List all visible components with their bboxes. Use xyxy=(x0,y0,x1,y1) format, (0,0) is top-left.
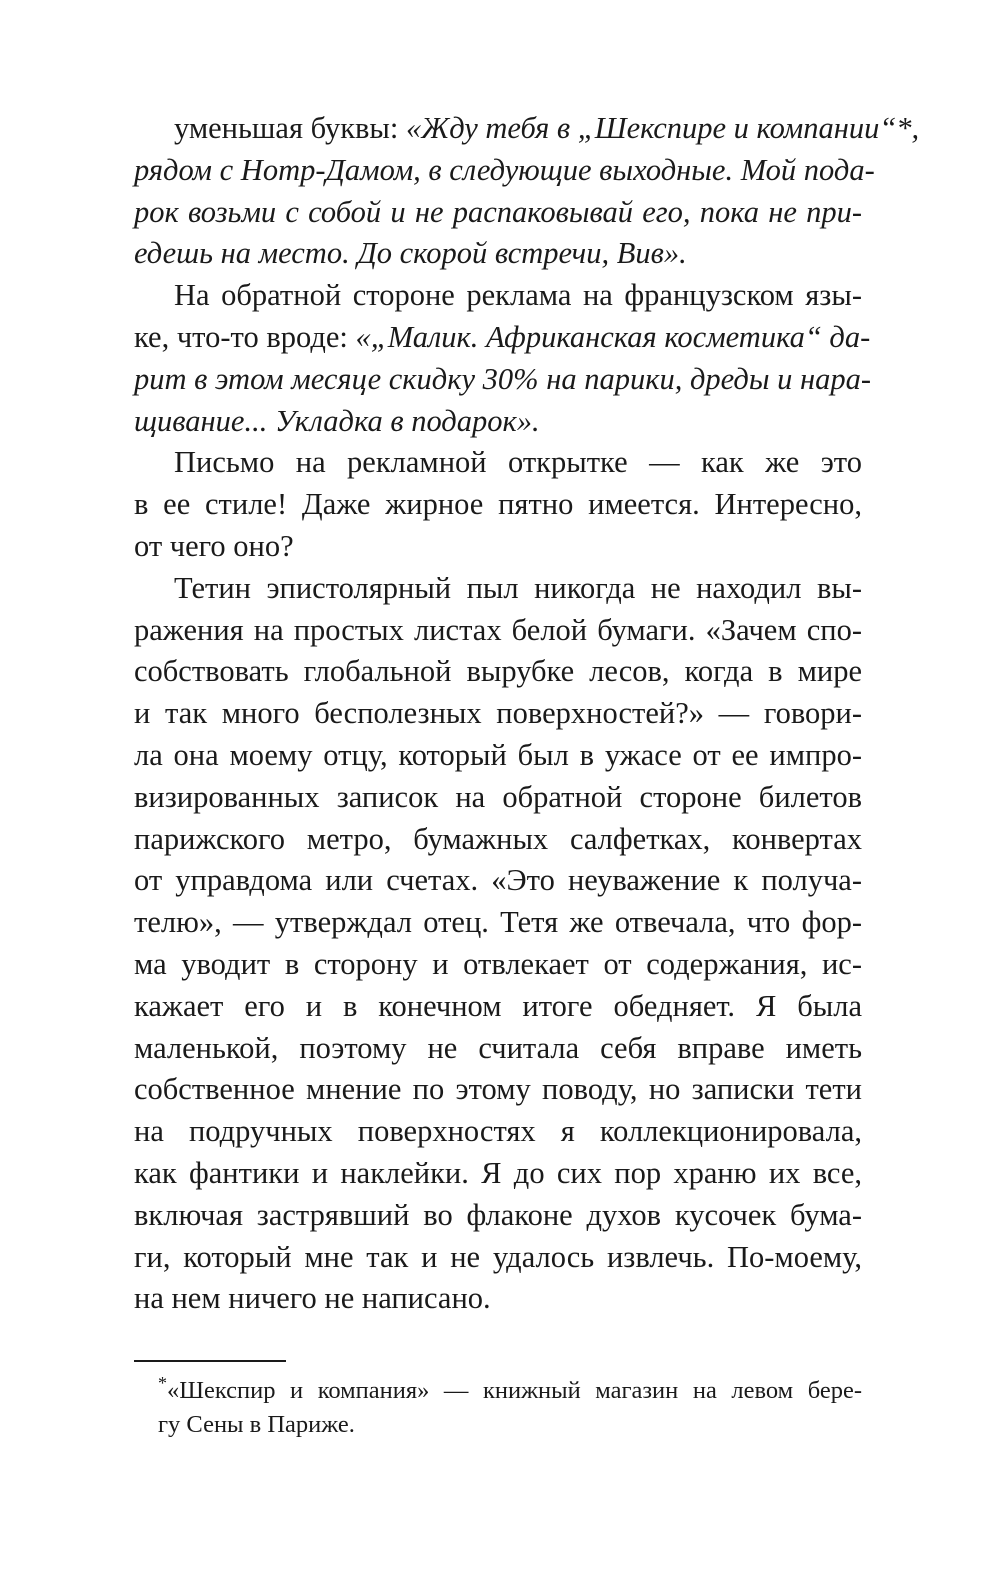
italic-text: едешь на место. До скорой встречи, Вив». xyxy=(134,236,687,271)
footnote-line xyxy=(134,1408,862,1442)
body-text: кажает его и в конечном итоге обедняет. Я была xyxy=(134,988,862,1023)
footnote-marker: * xyxy=(158,1372,167,1393)
italic-text: щивание... Укладка в подарок». xyxy=(134,403,540,438)
body-text: на подручных поверхностях я коллекционировала, xyxy=(134,1114,862,1149)
text-line xyxy=(134,1028,862,1070)
text-line xyxy=(134,192,862,234)
text-line xyxy=(134,1069,862,1111)
text-line xyxy=(134,359,872,401)
body-text: Тетин эпистолярный пыл никогда не находил вы- xyxy=(174,570,862,605)
text-line xyxy=(134,526,862,568)
footnote xyxy=(134,1374,862,1442)
body-text: На обратной стороне реклама на французском язы- xyxy=(174,278,862,313)
text-line xyxy=(134,1237,862,1279)
text-line xyxy=(134,1195,862,1237)
body-text: парижского метро, бумажных салфетках, конвертах xyxy=(134,821,862,856)
body-text: Письмо на рекламной открытке — как же это xyxy=(174,445,862,480)
text-line xyxy=(134,944,862,986)
body-text: и так много бесполезных поверхностей?» — говори- xyxy=(134,696,862,731)
footnote-line xyxy=(134,1374,862,1408)
body-text: включая застрявший во флаконе духов кусочек бума- xyxy=(134,1197,862,1232)
text-line xyxy=(134,610,862,652)
text-line xyxy=(134,902,862,944)
text-line xyxy=(134,777,862,819)
book-page-body xyxy=(134,108,920,1320)
text-line xyxy=(134,484,862,526)
body-text: телю», — утверждал отец. Тетя же отвечала, что фор- xyxy=(134,905,862,940)
text-line xyxy=(134,1111,862,1153)
body-text: собственное мнение по этому поводу, но записки тети xyxy=(134,1072,862,1107)
text-line xyxy=(134,693,862,735)
footnote-text-2: гу Сены в Париже. xyxy=(158,1411,355,1438)
body-text: ма уводит в сторону и отвлекает от содержания, ис- xyxy=(134,946,862,981)
footnote-text-1: «Шекспир и компания» — книжный магазин на левом бере- xyxy=(167,1377,862,1404)
body-text: в ее стиле! Даже жирное пятно имеется. Интересно, xyxy=(134,487,862,522)
body-text: визированных записок на обратной стороне билетов xyxy=(134,779,862,814)
body-text: маленькой, поэтому не считала себя вправе иметь xyxy=(134,1030,862,1065)
body-text: от управдома или счетах. «Это неуважение к получа- xyxy=(134,863,862,898)
paragraph xyxy=(134,568,862,1320)
text-line xyxy=(134,150,875,192)
italic-text: «„Малик. Африканская косметика“ да- xyxy=(355,319,871,354)
text-line xyxy=(134,651,862,693)
text-line xyxy=(134,1278,862,1320)
italic-text: рок возьми с собой и не распаковывай его, пока не при- xyxy=(134,194,862,229)
body-text: ке, что-то вроде: xyxy=(134,319,356,354)
paragraph xyxy=(134,442,862,567)
body-text: уменьшая буквы: xyxy=(174,111,407,145)
text-line xyxy=(134,442,862,484)
text-line xyxy=(134,317,871,359)
text-line xyxy=(134,568,862,610)
italic-text: рядом с Нотр-Дамом, в следующие выходные. Мой пода- xyxy=(134,152,875,187)
body-text: как фантики и наклейки. Я до сих пор храню их все, xyxy=(134,1155,862,1190)
body-text: ражения на простых листах белой бумаги. «Зачем спо- xyxy=(134,612,862,647)
text-line xyxy=(134,401,862,443)
body-text: собствовать глобальной вырубке лесов, когда в мире xyxy=(134,654,862,689)
footnote-divider xyxy=(134,1360,286,1362)
italic-text: рит в этом месяце скидку 30% на парики, дреды и нара- xyxy=(134,361,872,396)
paragraph xyxy=(134,108,920,275)
text-line xyxy=(134,275,862,317)
text-line xyxy=(134,233,862,275)
text-line xyxy=(134,860,862,902)
text-line xyxy=(134,108,920,150)
paragraph xyxy=(134,275,872,442)
text-line xyxy=(134,819,862,861)
italic-text: «Жду тебя в „Шекспире и компании“*, xyxy=(406,111,920,145)
body-text: ла она моему отцу, который был в ужасе от ее импро- xyxy=(134,737,862,772)
body-text: ги, который мне так и не удалось извлечь. По-моему, xyxy=(134,1239,862,1274)
body-text: на нем ничего не написано. xyxy=(134,1281,491,1316)
text-line xyxy=(134,986,862,1028)
text-line xyxy=(134,735,862,777)
text-line xyxy=(134,1153,862,1195)
body-text: от чего оно? xyxy=(134,528,294,563)
